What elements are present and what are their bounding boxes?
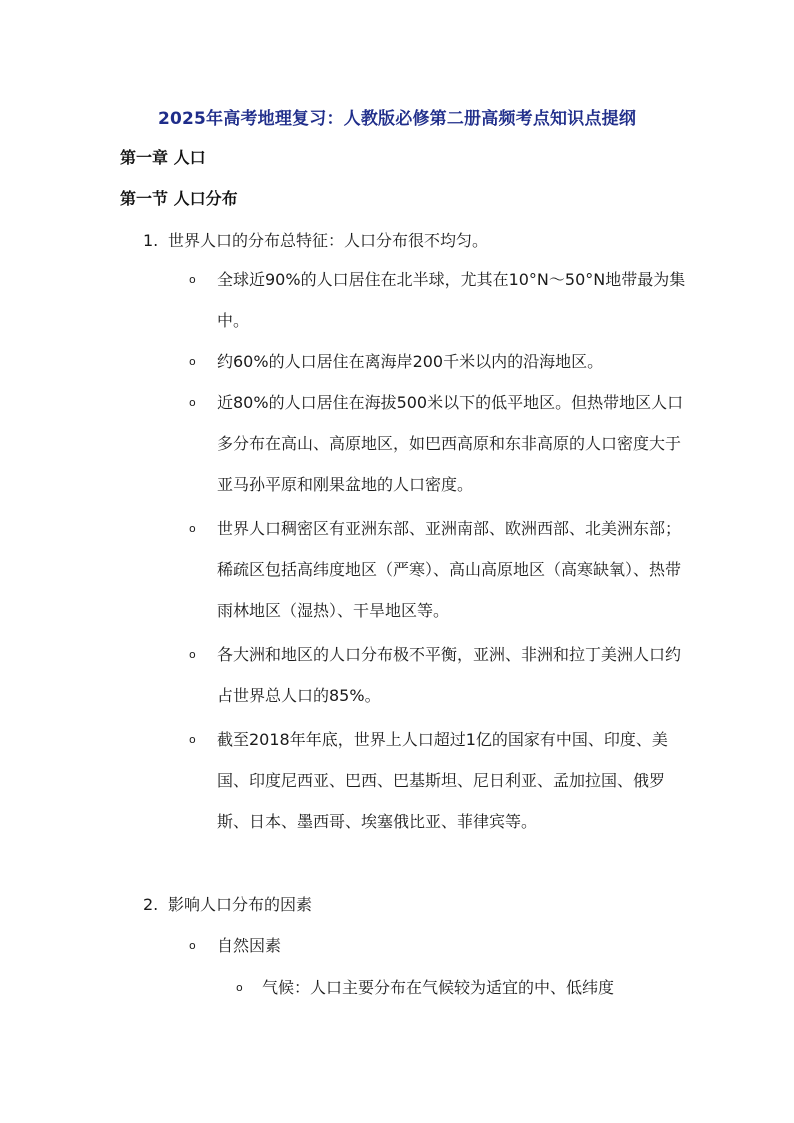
bullet-marker: o (189, 648, 196, 661)
bullet-text: 近80%的人口居住在海拔500米以下的低平地区。但热带地区人口多分布在高山、高原地区，如巴西高原和东非高原的人口密度大于亚马孙平原和刚果盆地的人口密度。 (217, 393, 684, 494)
bullet-text: 各大洲和地区的人口分布极不平衡，亚洲、非洲和拉丁美洲人口约占世界总人口的85%。 (217, 645, 682, 705)
bullet-marker: o (189, 355, 196, 368)
bullet-marker: o (189, 396, 196, 409)
bullet-marker: o (189, 522, 196, 535)
bullet-text: 约60%的人口居住在离海岸200千米以内的沿海地区。 (217, 352, 604, 371)
document-title: 2025年高考地理复习：人教版必修第二册高频考点知识点提纲 (157, 109, 637, 129)
item-text: 世界人口的分布总特征：人口分布很不均匀。 (168, 231, 489, 250)
numbered-item-2 (143, 892, 312, 918)
bullet-text: 截至2018年年底，世界上人口超过1亿的国家有中国、印度、美国、印度尼西亚、巴西、巴基斯坦、尼日利亚、孟加拉国、俄罗斯、日本、墨西哥、埃塞俄比亚、菲律宾等。 (217, 730, 668, 831)
sub-bullet-text: 气候：人口主要分布在气候较为适宜的中、低纬度 (262, 978, 615, 997)
item-number: 2. (143, 895, 159, 914)
numbered-item-1 (143, 228, 488, 254)
bullet-text: 世界人口稠密区有亚洲东部、亚洲南部、欧洲西部、北美洲东部；稀疏区包括高纬度地区（严寒）、高山高原地区（高寒缺氧）、热带雨林地区（湿热）、干旱地区等。 (217, 519, 682, 620)
section-heading: 第一节 人口分布 (120, 189, 238, 208)
bullet-text: 自然因素 (217, 936, 282, 955)
bullet-text: 全球近90%的人口居住在北半球，尤其在10°N～50°N地带最为集中。 (217, 270, 686, 330)
bullet-marker: o (189, 939, 196, 952)
bullet-marker: o (189, 733, 196, 746)
item-text: 影响人口分布的因素 (168, 895, 313, 914)
sub-bullet-marker: o (236, 981, 243, 994)
chapter-heading: 第一章 人口 (120, 148, 206, 167)
bullet-marker: o (189, 273, 196, 286)
item-number: 1. (143, 231, 159, 250)
